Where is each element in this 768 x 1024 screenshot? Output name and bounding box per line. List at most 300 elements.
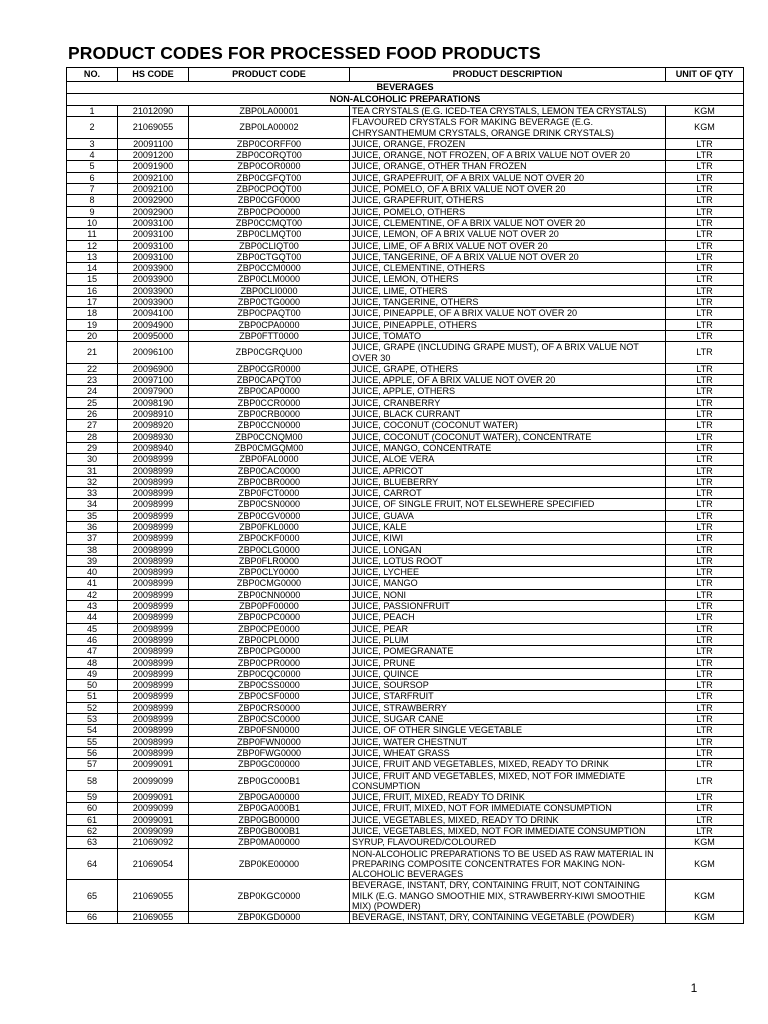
cell-unit-of-qty: LTR: [666, 826, 744, 837]
table-row: [67, 601, 744, 612]
cell-product-description: JUICE, ORANGE, NOT FROZEN, OF A BRIX VALUE NOT OVER 20: [350, 150, 666, 161]
table-row: [67, 578, 744, 589]
table-row: [67, 285, 744, 296]
cell-hs-code: 20098999: [118, 589, 189, 600]
cell-product-description: JUICE, GRAPEFRUIT, OF A BRIX VALUE NOT OVER 20: [350, 172, 666, 183]
cell-hs-code: 20091100: [118, 138, 189, 149]
cell-hs-code: 21069055: [118, 880, 189, 912]
cell-unit-of-qty: LTR: [666, 251, 744, 262]
cell-product-code: ZBP0FSN0000: [189, 725, 350, 736]
cell-unit-of-qty: LTR: [666, 567, 744, 578]
cell-product-description: JUICE, WHEAT GRASS: [350, 747, 666, 758]
cell-no: 26: [67, 409, 118, 420]
table-row: [67, 172, 744, 183]
table-row: [67, 229, 744, 240]
cell-no: 6: [67, 172, 118, 183]
table-row: [67, 657, 744, 668]
cell-product-code: ZBP0CPO0000: [189, 206, 350, 217]
cell-no: 50: [67, 680, 118, 691]
cell-hs-code: 20098999: [118, 668, 189, 679]
cell-unit-of-qty: LTR: [666, 397, 744, 408]
cell-product-description: JUICE, GRAPEFRUIT, OTHERS: [350, 195, 666, 206]
cell-no: 19: [67, 319, 118, 330]
cell-unit-of-qty: LTR: [666, 657, 744, 668]
cell-product-code: ZBP0GB000B1: [189, 826, 350, 837]
cell-hs-code: 20092900: [118, 195, 189, 206]
cell-hs-code: 20098999: [118, 646, 189, 657]
cell-hs-code: 20098940: [118, 442, 189, 453]
cell-product-code: ZBP0CCM0000: [189, 263, 350, 274]
table-row: [67, 623, 744, 634]
cell-no: 46: [67, 634, 118, 645]
table-row: [67, 106, 744, 117]
cell-hs-code: 20093900: [118, 274, 189, 285]
cell-product-description: JUICE, OF SINGLE FRUIT, NOT ELSEWHERE SPECIFIED: [350, 499, 666, 510]
cell-unit-of-qty: LTR: [666, 240, 744, 251]
table-row: [67, 691, 744, 702]
cell-unit-of-qty: LTR: [666, 702, 744, 713]
cell-product-description: JUICE, FRUIT AND VEGETABLES, MIXED, READY TO DRINK: [350, 759, 666, 770]
table-row: [67, 363, 744, 374]
cell-product-description: JUICE, SUGAR CANE: [350, 714, 666, 725]
cell-unit-of-qty: LTR: [666, 725, 744, 736]
cell-unit-of-qty: LTR: [666, 274, 744, 285]
table-row: [67, 759, 744, 770]
cell-unit-of-qty: LTR: [666, 601, 744, 612]
table-row: [67, 848, 744, 880]
cell-product-description: JUICE, LOTUS ROOT: [350, 555, 666, 566]
table-row: [67, 912, 744, 923]
table-row: [67, 319, 744, 330]
cell-product-code: ZBP0CSC0000: [189, 714, 350, 725]
cell-unit-of-qty: LTR: [666, 409, 744, 420]
cell-product-code: ZBP0FLR0000: [189, 555, 350, 566]
cell-product-description: JUICE, PEACH: [350, 612, 666, 623]
cell-product-description: JUICE, FRUIT, MIXED, NOT FOR IMMEDIATE CONSUMPTION: [350, 803, 666, 814]
cell-hs-code: 20093100: [118, 240, 189, 251]
cell-unit-of-qty: LTR: [666, 206, 744, 217]
cell-hs-code: 21069092: [118, 837, 189, 848]
cell-product-description: JUICE, CLEMENTINE, OF A BRIX VALUE NOT OVER 20: [350, 217, 666, 228]
cell-hs-code: 20098190: [118, 397, 189, 408]
cell-hs-code: 20097900: [118, 386, 189, 397]
cell-product-description: JUICE, STRAWBERRY: [350, 702, 666, 713]
cell-unit-of-qty: LTR: [666, 747, 744, 758]
cell-product-code: ZBP0CGR0000: [189, 363, 350, 374]
cell-no: 53: [67, 714, 118, 725]
cell-product-code: ZBP0CLIQT00: [189, 240, 350, 251]
cell-unit-of-qty: LTR: [666, 442, 744, 453]
table-row: [67, 488, 744, 499]
cell-product-description: JUICE, APPLE, OF A BRIX VALUE NOT OVER 20: [350, 375, 666, 386]
cell-product-description: JUICE, POMELO, OF A BRIX VALUE NOT OVER 20: [350, 184, 666, 195]
cell-unit-of-qty: LTR: [666, 646, 744, 657]
cell-no: 34: [67, 499, 118, 510]
cell-unit-of-qty: LTR: [666, 714, 744, 725]
cell-product-description: JUICE, LEMON, OTHERS: [350, 274, 666, 285]
cell-product-code: ZBP0CPR0000: [189, 657, 350, 668]
cell-product-description: JUICE, LIME, OTHERS: [350, 285, 666, 296]
cell-no: 62: [67, 826, 118, 837]
cell-product-description: JUICE, STARFRUIT: [350, 691, 666, 702]
table-row: [67, 375, 744, 386]
cell-unit-of-qty: LTR: [666, 229, 744, 240]
table-row: [67, 510, 744, 521]
cell-unit-of-qty: LTR: [666, 308, 744, 319]
cell-product-description: JUICE, NONI: [350, 589, 666, 600]
cell-product-code: ZBP0FKL0000: [189, 521, 350, 532]
cell-no: 52: [67, 702, 118, 713]
cell-unit-of-qty: LTR: [666, 488, 744, 499]
cell-hs-code: 21012090: [118, 106, 189, 117]
cell-product-description: JUICE, POMELO, OTHERS: [350, 206, 666, 217]
cell-hs-code: 20098910: [118, 409, 189, 420]
cell-hs-code: 20098999: [118, 521, 189, 532]
cell-hs-code: 20093900: [118, 263, 189, 274]
cell-unit-of-qty: LTR: [666, 792, 744, 803]
table-row: [67, 880, 744, 912]
table-row: [67, 533, 744, 544]
table-row: [67, 240, 744, 251]
cell-no: 64: [67, 848, 118, 880]
table-row: [67, 725, 744, 736]
table-row: [67, 567, 744, 578]
cell-hs-code: 20096100: [118, 342, 189, 364]
table-row: [67, 736, 744, 747]
cell-hs-code: 20096900: [118, 363, 189, 374]
cell-product-code: ZBP0FCT0000: [189, 488, 350, 499]
cell-no: 3: [67, 138, 118, 149]
cell-product-description: JUICE, VEGETABLES, MIXED, READY TO DRINK: [350, 814, 666, 825]
cell-hs-code: 20099099: [118, 803, 189, 814]
cell-product-code: ZBP0CAPQT00: [189, 375, 350, 386]
table-row: [67, 770, 744, 792]
cell-product-code: ZBP0CPOQT00: [189, 184, 350, 195]
cell-no: 40: [67, 567, 118, 578]
cell-product-description: JUICE, BLACK CURRANT: [350, 409, 666, 420]
cell-no: 1: [67, 106, 118, 117]
cell-no: 61: [67, 814, 118, 825]
cell-hs-code: 20099099: [118, 770, 189, 792]
cell-product-code: ZBP0CRB0000: [189, 409, 350, 420]
column-header-product-code: PRODUCT CODE: [189, 68, 350, 82]
cell-no: 10: [67, 217, 118, 228]
cell-product-description: JUICE, BLUEBERRY: [350, 476, 666, 487]
table-row: [67, 814, 744, 825]
cell-hs-code: 20098999: [118, 634, 189, 645]
cell-hs-code: 20098999: [118, 454, 189, 465]
cell-product-code: ZBP0CLG0000: [189, 544, 350, 555]
cell-no: 9: [67, 206, 118, 217]
cell-unit-of-qty: LTR: [666, 375, 744, 386]
cell-product-code: ZBP0CSS0000: [189, 680, 350, 691]
cell-product-description: JUICE, LEMON, OF A BRIX VALUE NOT OVER 20: [350, 229, 666, 240]
table-row: [67, 465, 744, 476]
page-title: PRODUCT CODES FOR PROCESSED FOOD PRODUCTS: [68, 43, 541, 63]
cell-no: 18: [67, 308, 118, 319]
cell-unit-of-qty: LTR: [666, 150, 744, 161]
cell-hs-code: 20098999: [118, 623, 189, 634]
section-row: [67, 82, 744, 94]
cell-hs-code: 20098930: [118, 431, 189, 442]
cell-unit-of-qty: LTR: [666, 680, 744, 691]
cell-unit-of-qty: LTR: [666, 195, 744, 206]
cell-product-code: ZBP0CLY0000: [189, 567, 350, 578]
cell-no: 41: [67, 578, 118, 589]
table-row: [67, 646, 744, 657]
cell-product-code: ZBP0CCN0000: [189, 420, 350, 431]
cell-unit-of-qty: LTR: [666, 285, 744, 296]
cell-no: 28: [67, 431, 118, 442]
cell-no: 55: [67, 736, 118, 747]
cell-hs-code: 20091200: [118, 150, 189, 161]
cell-hs-code: 20098999: [118, 747, 189, 758]
cell-hs-code: 20097100: [118, 375, 189, 386]
table-row: [67, 544, 744, 555]
cell-no: 42: [67, 589, 118, 600]
cell-unit-of-qty: LTR: [666, 736, 744, 747]
cell-product-code: ZBP0CPL0000: [189, 634, 350, 645]
cell-unit-of-qty: LTR: [666, 668, 744, 679]
cell-product-code: ZBP0CGV0000: [189, 510, 350, 521]
cell-hs-code: 20093900: [118, 297, 189, 308]
cell-product-code: ZBP0CLMQT00: [189, 229, 350, 240]
cell-unit-of-qty: LTR: [666, 342, 744, 364]
cell-unit-of-qty: KGM: [666, 880, 744, 912]
table-row: [67, 837, 744, 848]
cell-unit-of-qty: LTR: [666, 184, 744, 195]
cell-unit-of-qty: LTR: [666, 533, 744, 544]
cell-product-description: JUICE, TANGERINE, OTHERS: [350, 297, 666, 308]
cell-hs-code: 20098999: [118, 510, 189, 521]
cell-hs-code: 20098999: [118, 657, 189, 668]
cell-hs-code: 20098999: [118, 601, 189, 612]
cell-product-code: ZBP0CPE0000: [189, 623, 350, 634]
column-header-no: NO.: [67, 68, 118, 82]
cell-unit-of-qty: KGM: [666, 837, 744, 848]
table-row: [67, 397, 744, 408]
cell-no: 15: [67, 274, 118, 285]
cell-no: 36: [67, 521, 118, 532]
table-row: [67, 431, 744, 442]
cell-product-code: ZBP0MA00000: [189, 837, 350, 848]
cell-hs-code: 20099091: [118, 759, 189, 770]
cell-no: 45: [67, 623, 118, 634]
cell-product-description: JUICE, GRAPE (INCLUDING GRAPE MUST), OF A BRIX VALUE NOT OVER 30: [350, 342, 666, 364]
table-row: [67, 297, 744, 308]
cell-product-code: ZBP0GB00000: [189, 814, 350, 825]
table-row: [67, 161, 744, 172]
cell-unit-of-qty: LTR: [666, 623, 744, 634]
cell-product-code: ZBP0GA000B1: [189, 803, 350, 814]
cell-no: 54: [67, 725, 118, 736]
cell-product-description: JUICE, TANGERINE, OF A BRIX VALUE NOT OVER 20: [350, 251, 666, 262]
cell-product-description: JUICE, COCONUT (COCONUT WATER): [350, 420, 666, 431]
cell-product-code: ZBP0CAC0000: [189, 465, 350, 476]
cell-no: 38: [67, 544, 118, 555]
table-row: [67, 442, 744, 453]
cell-unit-of-qty: LTR: [666, 803, 744, 814]
cell-product-code: ZBP0CPA0000: [189, 319, 350, 330]
cell-hs-code: 20098999: [118, 555, 189, 566]
cell-product-description: JUICE, PINEAPPLE, OF A BRIX VALUE NOT OVER 20: [350, 308, 666, 319]
section-heading: BEVERAGES: [67, 82, 744, 94]
cell-no: 59: [67, 792, 118, 803]
cell-unit-of-qty: LTR: [666, 386, 744, 397]
cell-hs-code: 20092100: [118, 184, 189, 195]
cell-product-code: ZBP0CPAQT00: [189, 308, 350, 319]
cell-product-code: ZBP0CMGQM00: [189, 442, 350, 453]
table-row: [67, 195, 744, 206]
cell-unit-of-qty: LTR: [666, 297, 744, 308]
cell-product-description: JUICE, GRAPE, OTHERS: [350, 363, 666, 374]
cell-unit-of-qty: LTR: [666, 454, 744, 465]
cell-no: 37: [67, 533, 118, 544]
cell-no: 29: [67, 442, 118, 453]
cell-product-code: ZBP0CMG0000: [189, 578, 350, 589]
cell-product-description: TEA CRYSTALS (E.G. ICED-TEA CRYSTALS, LEMON TEA CRYSTALS): [350, 106, 666, 117]
cell-product-description: JUICE, LIME, OF A BRIX VALUE NOT OVER 20: [350, 240, 666, 251]
cell-hs-code: 20099091: [118, 792, 189, 803]
cell-product-code: ZBP0FAL0000: [189, 454, 350, 465]
table-row: [67, 521, 744, 532]
cell-product-code: ZBP0CCNQM00: [189, 431, 350, 442]
table-row: [67, 668, 744, 679]
cell-product-description: JUICE, PASSIONFRUIT: [350, 601, 666, 612]
cell-no: 7: [67, 184, 118, 195]
cell-unit-of-qty: LTR: [666, 691, 744, 702]
cell-hs-code: 20098999: [118, 702, 189, 713]
cell-no: 33: [67, 488, 118, 499]
cell-hs-code: 20098999: [118, 533, 189, 544]
cell-unit-of-qty: LTR: [666, 330, 744, 341]
cell-no: 65: [67, 880, 118, 912]
cell-hs-code: 21069054: [118, 848, 189, 880]
cell-product-code: ZBP0CAP0000: [189, 386, 350, 397]
cell-product-description: JUICE, MANGO: [350, 578, 666, 589]
cell-product-code: ZBP0CSF0000: [189, 691, 350, 702]
table-row: [67, 555, 744, 566]
cell-no: 57: [67, 759, 118, 770]
cell-product-description: JUICE, ORANGE, OTHER THAN FROZEN: [350, 161, 666, 172]
table-body: [67, 82, 744, 924]
cell-product-code: ZBP0KGC0000: [189, 880, 350, 912]
cell-no: 24: [67, 386, 118, 397]
cell-hs-code: 20098999: [118, 488, 189, 499]
cell-hs-code: 20094100: [118, 308, 189, 319]
cell-product-description: JUICE, ALOE VERA: [350, 454, 666, 465]
cell-product-description: JUICE, OF OTHER SINGLE VEGETABLE: [350, 725, 666, 736]
cell-product-code: ZBP0GC00000: [189, 759, 350, 770]
cell-product-code: ZBP0CCR0000: [189, 397, 350, 408]
cell-product-description: JUICE, PINEAPPLE, OTHERS: [350, 319, 666, 330]
cell-no: 43: [67, 601, 118, 612]
cell-product-description: FLAVOURED CRYSTALS FOR MAKING BEVERAGE (E.G. CHRYSANTHEMUM CRYSTALS, ORANGE DRINK CRYSTALS): [350, 117, 666, 139]
cell-product-code: ZBP0CTGQT00: [189, 251, 350, 262]
cell-no: 16: [67, 285, 118, 296]
cell-unit-of-qty: LTR: [666, 634, 744, 645]
cell-product-code: ZBP0FWN0000: [189, 736, 350, 747]
cell-no: 48: [67, 657, 118, 668]
cell-no: 13: [67, 251, 118, 262]
cell-no: 12: [67, 240, 118, 251]
cell-product-code: ZBP0CPG0000: [189, 646, 350, 657]
cell-unit-of-qty: KGM: [666, 848, 744, 880]
cell-no: 17: [67, 297, 118, 308]
table-row: [67, 138, 744, 149]
cell-no: 58: [67, 770, 118, 792]
cell-hs-code: 20099091: [118, 814, 189, 825]
table-row: [67, 150, 744, 161]
cell-product-description: JUICE, CARROT: [350, 488, 666, 499]
cell-product-code: ZBP0CLM0000: [189, 274, 350, 285]
table-row: [67, 714, 744, 725]
table-row: [67, 634, 744, 645]
cell-unit-of-qty: LTR: [666, 521, 744, 532]
table-row: [67, 251, 744, 262]
cell-product-code: ZBP0CNN0000: [189, 589, 350, 600]
cell-hs-code: 20098999: [118, 691, 189, 702]
cell-product-description: JUICE, GUAVA: [350, 510, 666, 521]
cell-hs-code: 20098999: [118, 725, 189, 736]
cell-no: 2: [67, 117, 118, 139]
cell-hs-code: 20093100: [118, 229, 189, 240]
table-row: [67, 117, 744, 139]
cell-hs-code: 20093100: [118, 251, 189, 262]
table-row: [67, 184, 744, 195]
cell-unit-of-qty: LTR: [666, 476, 744, 487]
cell-product-code: ZBP0CORQT00: [189, 150, 350, 161]
cell-no: 63: [67, 837, 118, 848]
cell-no: 4: [67, 150, 118, 161]
table-row: [67, 420, 744, 431]
cell-product-description: JUICE, COCONUT (COCONUT WATER), CONCENTRATE: [350, 431, 666, 442]
cell-hs-code: 20099099: [118, 826, 189, 837]
cell-unit-of-qty: LTR: [666, 544, 744, 555]
cell-no: 56: [67, 747, 118, 758]
column-header-product-description: PRODUCT DESCRIPTION: [350, 68, 666, 82]
cell-unit-of-qty: LTR: [666, 217, 744, 228]
table-row: [67, 409, 744, 420]
cell-product-description: JUICE, MANGO, CONCENTRATE: [350, 442, 666, 453]
cell-no: 22: [67, 363, 118, 374]
section-heading: NON-ALCOHOLIC PREPARATIONS: [67, 94, 744, 106]
cell-product-code: ZBP0COR0000: [189, 161, 350, 172]
cell-hs-code: 20098999: [118, 465, 189, 476]
cell-no: 8: [67, 195, 118, 206]
cell-hs-code: 20092100: [118, 172, 189, 183]
cell-product-code: ZBP0CCMQT00: [189, 217, 350, 228]
cell-product-description: JUICE, TOMATO: [350, 330, 666, 341]
cell-hs-code: 20095000: [118, 330, 189, 341]
cell-product-description: JUICE, APRICOT: [350, 465, 666, 476]
cell-no: 11: [67, 229, 118, 240]
cell-product-description: SYRUP, FLAVOURED/COLOURED: [350, 837, 666, 848]
cell-no: 39: [67, 555, 118, 566]
cell-unit-of-qty: LTR: [666, 172, 744, 183]
cell-hs-code: 20091900: [118, 161, 189, 172]
cell-unit-of-qty: LTR: [666, 510, 744, 521]
table-row: [67, 308, 744, 319]
cell-no: 60: [67, 803, 118, 814]
cell-no: 5: [67, 161, 118, 172]
cell-product-description: JUICE, CLEMENTINE, OTHERS: [350, 263, 666, 274]
cell-unit-of-qty: LTR: [666, 578, 744, 589]
cell-hs-code: 20093100: [118, 217, 189, 228]
cell-no: 32: [67, 476, 118, 487]
cell-no: 30: [67, 454, 118, 465]
table-row: [67, 612, 744, 623]
